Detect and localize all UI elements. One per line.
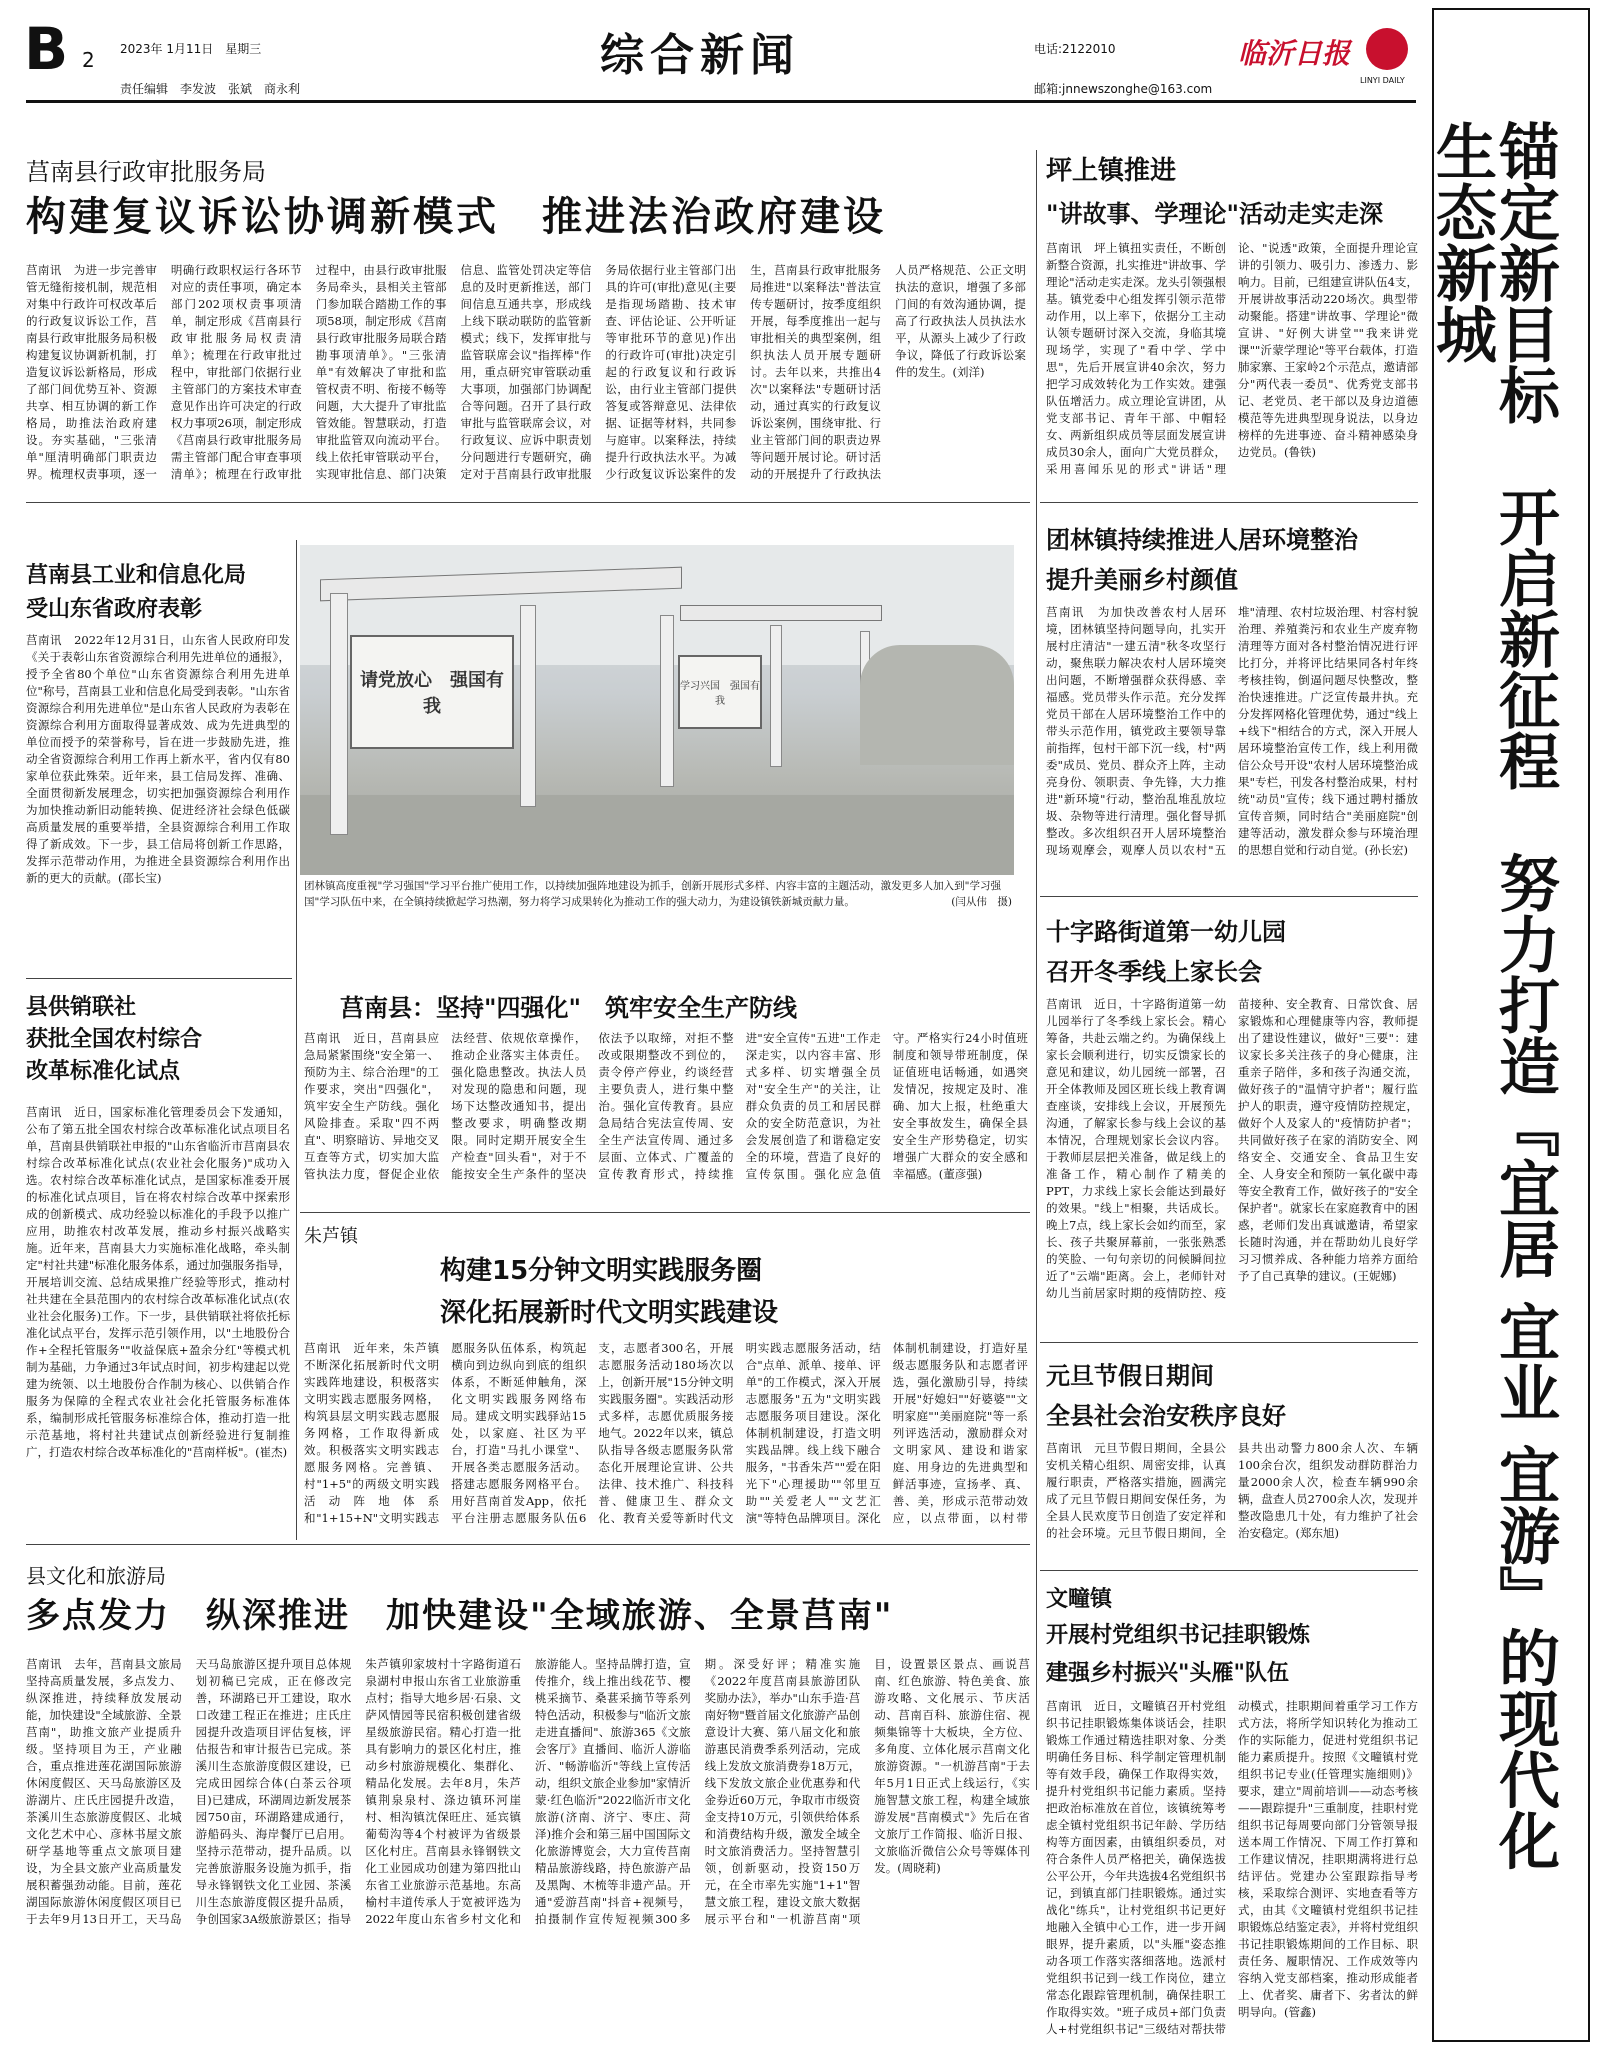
a5-title: 县供销联社: [26, 995, 137, 1020]
photo-sign-small: [678, 655, 762, 729]
a1-title: 构建复议诉讼协调新模式 推进法治政府建设: [26, 194, 886, 240]
a3-body: 莒南讯 2022年12月31日，山东省人民政府印发《关于表彰山东省资源综合利用先进单位的通报》，授予全省80个单位"山东省资源综合利用先进单位"称号，莒南县工业和信息化局受到表彰。"山东省资源综合利用先进单位"是山东省人民政府为表彰在资源综合利用方面取得显著成效、成为先进典型的单位而授予的荣誉称号，旨在进一步鼓励先进，推动全省资源综合利用工作再上新水平，省内仅有80家单位获此殊荣。近年来，县工信局发挥、准确、全面贯彻新发展理念，切实把加强资源综合利用作为加快推动新旧动能转换、促进经济社会绿色低碳高质量发展的重要举措，全县资源综合利用工作取得了新成效。下一步，县工信局将创新工作思路，发挥示范带动作用，为推进全县资源综合利用作出新的更大的贡献。(邵长宝): [26, 633, 290, 885]
newspaper-logo: [1238, 28, 1418, 98]
logo-emblem-icon: [1366, 28, 1408, 70]
photo-sign-small-text: 学习兴国 强国有我: [680, 681, 760, 707]
page-letter: B: [24, 15, 69, 83]
column-divider-right: [1036, 150, 1037, 1790]
photo-post: [330, 593, 348, 835]
a7-title: 十字路街道第一幼儿园: [1046, 918, 1286, 946]
a2-body: 莒南讯 坪上镇扭实责任，不断创新整合资源，扎实推进"讲故事、学理论"活动走实走深。龙头引领强根基。镇党委中心组发挥引领示范带动作用，以上率下，依据分工主动认领专题研讨深入交流，身临其境现场学，实现了"看中学、学中思"，先后开展宣讲40余次，努力把学习成效转化为工作实效。建强队伍增活力。成立理论宣讲团，从党支部书记、青年干部、中帽轻女、两新组织成员等层面发展宣讲成员30余人，面向广大党员群众，采用喜闻乐见的形式"讲话"理论、"说透"政策，全面提升理论宣讲的引领力、吸引力、渗透力、影响力。目前，已组建宣讲队伍4支，开展讲故事活动220场次。典型带动聚能。搭建"讲故事、学理论"微宣讲、"好例大讲堂""我来讲党课""沂蒙学理论"等平台载体，打造肺家寨、王家岭2个示范点，邀请部分"两代表一委员"、优秀党支部书记、老党员、老干部以及身边道德模范等先进典型现身说法，以身边榜样的先进事迹、奋斗精神感染身边党员。(鲁铁): [1046, 241, 1418, 476]
a10-subtitle: 建强乡村振兴"头雁"队伍: [1046, 1661, 1289, 1686]
a7-body: 莒南讯 近日，十字路街道第一幼儿园举行了冬季线上家长会。精心筹备，共赴云端之约。为确保线上家长会顺利进行，切实反馈家长的意见和建议，幼儿园统一部署，召开全体教师及园区班长线上教育调查座谈，安排线上会议，开展预先沟通，了解家长参与线上会议的基本情况，合理规划家长会议内容。于教师层层把关准备，做足线上的准备工作，精心制作了精美的PPT，力求线上家长会能达到最好的效果。"线上"相聚，共话成长。晚上7点，线上家长会如约而至，家长、孩子共聚屏幕前，一张张熟悉的笑脸、一句句亲切的问候瞬间拉近了"云端"距离。会上，老师针对幼儿当前居家时期的疫情防控、疫苗接种、安全教育、日常饮食、居家锻炼和心理健康等内容，教师提出了建设性建议，做好"三要"：建议家长多关注孩子的身心健康，注重亲子陪伴，多和孩子沟通交流，做好孩子的"温情守护者"；履行监护人的职责，遵守疫情防控规定，做好个人及家人的"疫情防护者"；共同做好孩子在家的消防安全、网络安全、交通安全、食品卫生安全、人身安全和预防一氧化碳中毒等安全教育工作，做好孩子的"安全保护者"。就家长在家庭教育中的困惑，老师们发出真诚邀请，希望家长随时沟通，并在帮助幼儿良好学习习惯养成、各种能力培养方面给予了自己真挚的建议。(王妮娜): [1046, 997, 1418, 1300]
sidebar-headline: 锚定新目标 开启新征程 努力打造『宜居 宜业 宜游』的现代化生态新城: [1426, 120, 1560, 1871]
photo-credit: (闫从伟 摄): [951, 896, 1012, 908]
a2-subtitle: "讲故事、学理论"活动走实走深: [1046, 200, 1384, 228]
a11-kicker: 县文化和旅游局: [26, 1564, 166, 1588]
a4-divider: [1040, 896, 1418, 897]
a6-divider: [300, 1212, 1030, 1213]
a8-subtitle: 深化拓展新时代文明实践建设: [440, 1298, 779, 1328]
a8-kicker: 朱芦镇: [304, 1226, 358, 1247]
photo-sign-slogan: 请党放心 强国有我: [360, 670, 504, 717]
editors-line: 责任编辑 李发波 张斌 商永利: [120, 82, 301, 96]
a5-body: 莒南讯 近日，国家标准化管理委员会下发通知，公布了第五批全国农村综合改革标准化试点项目名单，莒南县供销联社申报的"山东省临沂市莒南县农村综合改革标准化试点(农业社会化服务)"成功入选。农村综合改革标准化试点，是国家标准委开展的标准化试点项目，旨在将农村综合改革中探索形成的创新模式、成功经验以标准化的手段予以推广应用，助推农村改革发展，推动乡村振兴战略实施。近年来，莒南县大力实施标准化战略，牵头制定"村社共建"标准化服务体系，通过加强服务指导，开展培训交流、总结成果推广经验等形式，推动村社共建在全县范围内的农村综合改革标准化试点(农业社会化服务)工作。下一步，县供销联社将依托标准化试点平台，发挥示范引领作用，以"土地股份合作+全程托管服务""收益保底+盈余分红"等模式机制为基础，力争通过3年试点时间，初步构建起以党建为统领、以土地股份合作制为核心、以供销合作服务为保障的全程式农业社会化托管服务标准体系，编制形成托管服务标准综合体，推动打造一批示范基地，将村社共建试点创新经验进行复制推广，打造农村综合改革标准化的"莒南样板"。(崔杰): [26, 1105, 290, 1459]
a1-kicker: 莒南县行政审批服务局: [26, 158, 266, 186]
photo-post: [520, 605, 536, 807]
a7-subtitle: 召开冬季线上家长会: [1046, 958, 1262, 986]
a8-title: 构建15分钟文明实践服务圈: [440, 1256, 763, 1286]
issue-date: 2023年 1月11日 星期三: [120, 42, 262, 56]
a1-divider: [26, 502, 1030, 503]
news-photo: [300, 545, 1014, 875]
photo-ground: [300, 795, 1014, 875]
header-rule: [26, 100, 1416, 103]
photo-post: [770, 625, 782, 767]
a4-subtitle: 提升美丽乡村颜值: [1046, 566, 1238, 594]
photo-caption-text: 团林镇高度重视"学习强国"学习平台推广使用工作，以持续加强阵地建设为抓手，创新开展形式多样、内容丰富的主题活动，激发更多人加入到"学习强国"学习队伍中来，在全镇持续掀起学习热潮，努力将学习成果转化为推动工作的强大动力，为建设镇铁新城贡献力量。: [304, 880, 1001, 908]
a10-title: 开展村党组织书记挂职锻炼: [1046, 1623, 1311, 1648]
logo-en: LINYI DAILY: [1360, 76, 1405, 85]
a7-divider: [1040, 1342, 1418, 1343]
a10-kicker: 文疃镇: [1046, 1587, 1113, 1612]
a6-title: 莒南县：坚持"四强化" 筑牢安全生产防线: [340, 994, 798, 1022]
photo-sign-main: [350, 635, 514, 749]
phone-number: 电话:2122010: [1034, 42, 1116, 56]
a5-subtitle-1: 获批全国农村综合: [26, 1027, 203, 1052]
a11-body: 莒南讯 去年，莒南县文旅局坚持高质量发展，多点发力、纵深推进，持续释放发展动能，加快建设"全域旅游、全景莒南"，助推文旅产业提质升级。坚持项目为王，产业融合，重点推进莲花湖国际旅游休闲度假区、天马岛旅游区及游湖片、庄氏庄园提升改造，茶溪川生态旅游度假区、北城文化艺术中心、彦林书屋文旅研学基地等重点文旅项目建设，为全县文旅产业高质量发展积蓄强劲动能。目前，莲花湖国际旅游休闲度假区项目已于去年9月13日开工，天马岛天马岛旅游区提升项目总体规划初稿已完成，正在修改完善，环湖路已开工建设，取水口改建工程正在推进；庄氏庄园提升改造项目评估复核，评估报告和审计报告已完成。茶溪川生态旅游度假区建设，已完成田园综合体(白茶云谷项目)已建成，环湖周边新发展茶园750亩，环湖路建成通行，游船码头、海岸餐厅已启用。坚持示范带动，提升品质。以完善旅游服务设施为抓手，指导永锋钢铁文化工业园、茶溪川生态旅游度假区提升品质，争创国家3A级旅游景区；指导朱芦镇卯家坡村十字路街道石泉湖村申报山东省工业旅游重点村；指导大地乡居·石泉、文萨风情园等民宿积极创建省级星级旅游民宿。精心打造一批具有影响力的景区化村庄，推动乡村旅游规模化、集群化、精品化发展。去年8月，朱芦镇荆泉泉村、涤边镇环河崖村、相沟镇沈保旺庄、延宾镇葡萄沟等4个村被评为省级景区化村庄。莒南县永锋钢铁文化工业园成功创建为第四批山东省工业旅游示范基地。东高榆村丰道传承人于宽被评选为2022年度山东省乡村文化和旅游能人。坚持品牌打造，宣传推介，线上推出线花节、樱桃采摘节、桑葚采摘节等系列特色活动，积极参与"临沂文旅走进直播间"、旅游365《文旅会客厅》直播间、临沂人游临沂、"畅游临沂"等线上宣传活动，组织文旅企业参加"家情沂蒙·红色临沂"2022临沂市文化旅游(济南、济宁、枣庄、菏泽)推介会和第三届中国国际文化旅游博览会，大力宣传莒南精品旅游线路，持色旅游产品及黑陶、木梳等非遗产品。开通"爱游莒南"抖音+视频号，拍摄制作宣传短视频300多期。深受好评；精准实施《2022年度莒南县旅游团队奖励办法》，举办"山东手造·莒南好物"暨首届文化旅游产品创意设计大赛、第八届文化和旅游惠民消费季系列活动，完成线上发放文旅消费券18万元，线下发放文旅企业优惠券和代金券近60万元，争取市市级资金支持10万元，引领供给体系和消费结构升级，激发全域全时文旅消费活力。坚持智慧引领，创新驱动，投资150万元，在全市率先实施"1+1"智慧文旅工程，建设文旅大数据展示平台和"一机游莒南"项目，设置景区景点、画说莒南、红色旅游、特色美食、旅游攻略、文化展示、节庆活动、莒南百科、旅游住宿、视频集锦等十大板块，全方位、多角度、立体化展示莒南文化旅游资源。"一机游莒南"于去年5月1日正式上线运行，《实施智慧文旅工程，构建全域旅游发展"莒南模式"》先后在省文旅厅工作简报、临沂日报、文旅临沂微信公众号等媒体刊发。(周晓莉): [26, 1657, 1030, 1926]
photo-trees: [860, 645, 1014, 765]
a3-subtitle: 受山东省政府表彰: [26, 597, 203, 622]
photo-post: [660, 615, 674, 787]
a1-body: 莒南讯 为进一步完善审管无缝衔接机制，规范相对集中行政许可权改革后的行政复议诉讼工作，莒南县行政审批服务局积极构建复议协调新机制，打造复议诉讼新格局，形成了部门间优势互补、资源共享、相互协调的新工作格局，助推法治政府建设。夯实基础，"三张清单"厘清明确部门职责边界。梳理权责事项，逐一明确行政职权运行各环节对应的责任事项，确定本部门202项权责事项清单，制定形成《莒南县行政审批服务局权责清单》；梳理在行政审批过程中，审批部门依据行业主管部门的方案技术审查意见作出许可决定的行政权力事项26项，制定形成《莒南县行政审批服务局需主管部门配合审查事项清单》；梳理在行政审批过程中，由县行政审批服务局牵头，县相关主管部门参加联合踏勘工作的事项58项，制定形成《莒南县行政审批服务局联合踏勘事项清单》。"三张清单"有效解决了审批和监管权责不明、衔接不畅等问题，大大提升了审批监管效能。智慧联动，打造审批监管双向流动平台。线上依托审管联动平台，实现审批信息、部门决策信息、监管处罚决定等信息的及时更新推送，部门间信息互通共享，形成线上线下联动联防的监管新模式；线下，发挥审批与监管联席会议"指挥棒"作用，重点研究审管联动重大事项，加强部门协调配合等问题。召开了县行政审批与监管联席会议，对行政复议、应诉中职责划分问题进行专题研究，确定对于莒南县行政审批服务局依据行业主管部门出具的许可(审批)意见(主要是指现场踏勘、技术审查、评估论证、公开听证等审批环节的意见)作出的行政许可(审批)决定引起的行政复议和行政诉讼，由行业主管部门提供答复或答辩意见、法律依据、证据等材料，共同参与庭审。以案释法，持续提升行政执法水平。为减少行政复议诉讼案件的发生，莒南县行政审批服务局推进"以案释法"普法宣传专题研讨，按季度组织开展，每季度推出一起与审批相关的典型案例，组织执法人员开展专题研讨。去年以来，共推出4次"以案释法"专题研讨活动，通过真实的行政复议诉讼案例，围绕审批、行业主管部门间的职责边界等问题开展讨论。研讨活动的开展提升了行政执法人员严格规范、公正文明执法的意识，增强了多部门间的有效沟通协调，提高了行政执法人员执法水平，从源头上减少了行政争议，降低了行政诉讼案件的发生。(刘洋): [26, 263, 1026, 481]
a4-body: 莒南讯 为加快改善农村人居环境，团林镇坚持问题导向，扎实开展村庄清洁"一建五清"秋冬攻坚行动，聚焦联力解决农村人居环境突出问题，不断增强群众获得感、幸福感。党员带头作示范。充分发挥党员干部在人居环境整治工作中的带头示范作用，镇党政主要领导靠前指挥，包村干部下沉一线，村"两委"成员、党员、群众齐上阵，主动亮身份、领职责、争先锋，大力推进"新环境"行动，整治乱堆乱放垃圾、杂物等进行清理。强化督导抓整改。多次组织召开人居环境整治现场观摩会，观摩人员以农村"五堆"清理、农村垃圾治理、村容村貌治理、养殖粪污和农业生产废弃物清理等方面对各村整治情况进行评比打分，并将评比结果同各村年终考核挂钩，倒逼问题尽快整改，整治快速推进。广泛宣传最井执。充分发挥网格化管理优势，通过"线上+线下"相结合的方式，深入开展人居环境整治宣传工作，线上利用微信公众号开设"农村人居环境整治成果"专栏，刊发各村整治成果，村村统"动员"宣传；线下通过聘村播放宣传音频，同时结合"美丽庭院"创建等活动，激发群众参与环境治理的思想自觉和行动自觉。(孙长宏): [1046, 605, 1418, 857]
a2-divider: [1040, 502, 1418, 503]
a9-body: 莒南讯 元旦节假日期间，全县公安机关精心组织、周密安排，认真履行职责，严格落实措施，圆满完成了元旦节假日期间安保任务，为全县人民欢度节日创造了安定祥和的社会环境。元旦节假日期间，全县共出动警力800余人次、车辆100余台次，组织发动群防群治力量2000余人次，检查车辆990余辆，盘查人员2700余人次，发现并整改隐患几十处，有力维护了社会治安稳定。(郑东旭): [1046, 1441, 1418, 1540]
a10-body: 莒南讯 近日，文疃镇召开村党组织书记挂职锻炼集体谈话会，挂职锻炼工作通过精选挂职对象、分类明确任务目标、科学制定管理机制等有效手段，确保工作取得实效，提升村党组织书记能力素质。坚持把政治标准放在首位，该镇统筹考虑全镇村党组织书记年龄、学历结构等方面因素，由镇组织委员，对符合条件人员严格把关，确保选拔公平公开，今年共选拔4名党组织书记，到镇直部门挂职锻炼。通过实战化"练兵"，让村党组织书记更好地融入全镇中心工作，进一步开阔眼界，提升素质，以"头雁"姿态推动各项工作落实落细落地。选派村党组织书记到一线工作岗位，建立常态化跟踪管理机制，确保挂职工作取得实效。"班子成员+部门负责人+村党组织书记"三级结对帮扶带动模式，挂职期间着重学习工作方式方法，将所学知识转化为推动工作的实际能力，促进村党组织书记能力素质提升。按照《文疃镇村党组织书记专业(任管理实施细则)》要求，建立"周前培训——动态考核——跟踪提升"三重制度，挂职村党组织书记每周要向部门分管领导报送本周工作情况、下周工作打算和工作建议情况，挂职期满将进行总结评估。党建办公室跟踪指导考核，采取综合测评、实地查看等方式，由其《文疃镇村党组织书记挂职锻炼总结鉴定表》，并将村党组织书记挂职锻炼期间的工作目标、职责任务、履职情况、工作成效等内容纳入党支部档案，推动形成能者上、优者奖、庸者下、劣者汰的鲜明导向。(管鑫): [1046, 1699, 1418, 2036]
section-title: 综合新闻: [600, 30, 800, 81]
a9-subtitle: 全县社会治安秩序良好: [1046, 1402, 1286, 1430]
a6-body: 莒南讯 近日，莒南县应急局紧紧围绕"安全第一、预防为主、综合治理"的工作要求，突出"四强化"，筑牢安全生产防线。强化风险排查。采取"四不两直"、明察暗访、异地交叉互查等方式，切实加大监管执法力度，督促企业依法经营、依规依章操作，推动企业落实主体责任。强化隐患整改。执法人员对发现的隐患和问题，现场下达整改通知书，提出整改要求，明确整改期限。同时定期开展安全生产检查"回头看"，对于不能按安全生产条件的坚决依法予以取缔，对拒不整改或限期整改不到位的，责令停产停业，约谈经营主要负责人，进行集中整治。强化宣传教育。县应急局结合宪法宣传周、安全生产法宣传周、通过多层面、立体式、广覆盖的宣传教育形式，持续推进"安全宣传"五进"工作走深走实，以内容丰富、形式多样、切实增强全员对"安全生产"的关注，让群众负责的员工和居民群众的安全防范意识，为社会发展创造了和谐稳定安全的环境，营造了良好的宣传氛围。强化应急值守。严格实行24小时值班制度和领导带班制度，保证值班电话畅通，如遇突发情况，按规定及时、准确、加大上报，杜绝重大安全事故发生，确保全县安全生产形势稳定，切实增强广大群众的安全感和幸福感。(董彦强): [304, 1031, 1028, 1181]
a8-body: 莒南讯 近年来，朱芦镇不断深化拓展新时代文明实践阵地建设，积极落实文明实践志愿服务网格，构筑县层文明实践志愿服务网格，工作取得新成效。积极落实文明实践志愿服务网格。完善镇、村"1+5"的两级文明实践活动阵地体系和"1+15+N"文明实践志愿服务队伍体系，构筑起横向到边纵向到底的组织体系，不断延伸触角，深化文明实践服务网络布局。建成文明实践驿站15处，以家庭、社区为平台，打造"马扎小课堂"、开展各类志愿服务活动。搭建志愿服务网格平台。用好莒南首发App，依托平台注册志愿服务队伍6支，志愿者300名，开展志愿服务活动180场次以上，创新开展"15分钟文明实践服务圈"。实践活动形式多样，志愿优质服务接地气。2022年以来，镇总队指导各级志愿服务队常态化开展理论宣讲、公共法律、技术推广、科技科普、健康卫生、群众文化、教育关爱等新时代文明实践志愿服务活动，结合"点单、派单、接单、评单"的工作模式，深入开展志愿服务"五为"文明实践志愿服务项目建设。深化体制机制建设，打造文明实践品牌。线上线下融合服务，"书香朱芦""爱在阳光下"心理援助""邻里互助""关爱老人""文艺汇演"等特色品牌项目。深化体制机制建设，打造好星级志愿服务队和志愿者评选，强化激励引导，持续开展"好媳妇""好婆婆""文明家庭""美丽庭院"等一系列评选活动，激励群众对文明家风、建设和谐家庭、用身边的先进典型和鲜活事迹，宣扬孝、真、善、美，形成示范带动效应，以点带面，以村带: [304, 1341, 1028, 1525]
a9-title: 元旦节假日期间: [1046, 1362, 1214, 1390]
a8-divider: [26, 1544, 1030, 1545]
email-address: 邮箱:jnnewszonghe@163.com: [1034, 82, 1213, 96]
photo-pergola-beam-2: [680, 605, 882, 621]
a4-title: 团林镇持续推进人居环境整治: [1046, 526, 1358, 554]
a5-subtitle-2: 改革标准化试点: [26, 1059, 181, 1084]
column-divider-left: [296, 540, 297, 1540]
photo-caption: [304, 878, 1012, 910]
a11-title: 多点发力 纵深推进 加快建设"全域旅游、全景莒南": [26, 1596, 894, 1636]
page-number: 2: [82, 48, 95, 72]
a9-divider: [1040, 1570, 1418, 1571]
a2-title: 坪上镇推进: [1046, 156, 1177, 186]
a3-divider: [26, 978, 292, 979]
a3-title: 莒南县工业和信息化局: [26, 563, 247, 588]
logo-text: 临沂日报: [1238, 37, 1351, 70]
